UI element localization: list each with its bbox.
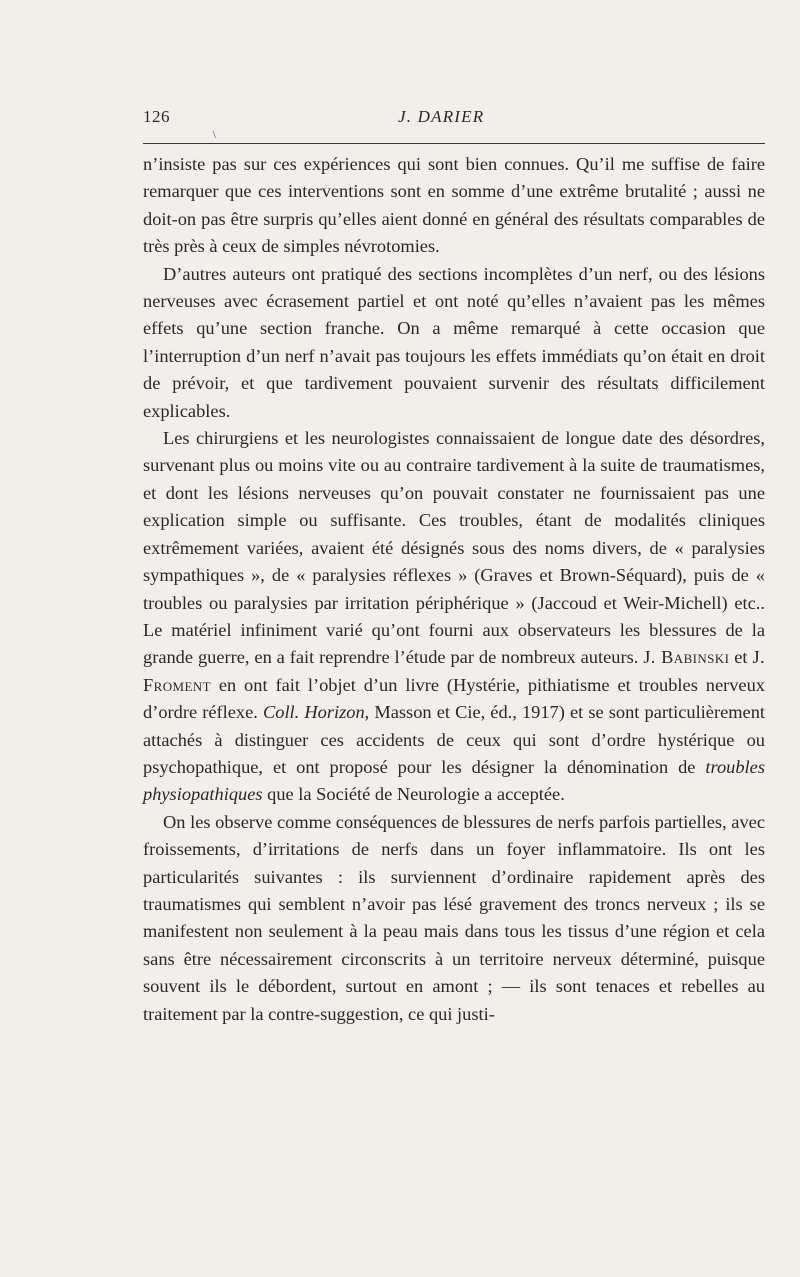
paragraph-3-text: et (734, 647, 748, 668)
paragraph-2: D’autres auteurs ont pratiqué des sections incomplètes d’un nerf, ou des lésions nerveuses avec écrasement partiel et ont noté qu’elles n’avaient pas les mêmes effets qu’une section franche. On a même remarqué à cette occasion que l’interruption d’un nerf n’avait pas toujours les effets immédiats qu’on était en droit de prévoir, et que tardivement pouvaient survenir des résultats difficilement explicables. (143, 263, 765, 421)
term-italic: troubles physiopathiques (143, 756, 765, 805)
paragraph-3-text: Masson et Cie, éd., 1917) et se sont particulièrement attachés à distinguer ces accidents de ceux qui sont d’ordre hystérique ou psychopathique, et ont proposé pour les désigner la dénomination de (143, 702, 766, 777)
paragraph-3-text: Les chirurgiens et les neurologistes connaissaient de longue date des désordres, survenant plus ou moins vite ou au contraire tardivement à la suite de traumatismes, et dont les lésions nerveuses qu’on pouvait constater ne fournissaient pas une explication simple ou suffisante. Ces troubles, étant de modalités cliniques extrêmement variées, avaient été désignés sous des noms divers, de « paralysies sympathiques », de « paralysies réflexes » (Graves et Brown-Séquard), puis de « troubles ou paralysies par irritation périphérique » (Jaccoud et Weir-Michell) etc.. Le matériel infiniment varié qu’ont fourni aux observateurs les blessures de la grande guerre, en a fait reprendre l’étude par de nombreux auteurs. (143, 428, 765, 668)
running-head (143, 101, 765, 131)
running-title: J. DARIER (398, 107, 485, 126)
paragraph-3 (143, 425, 765, 809)
collection-title: Coll. Horizon, (262, 702, 370, 723)
page-number: 126 (143, 107, 170, 126)
paragraph-3-text: que la Société de Neurologie a acceptée. (267, 784, 565, 805)
header-rule (143, 143, 765, 144)
paragraph-1: n’insiste pas sur ces expériences qui sont bien connues. Qu’il me suffise de faire remarquer que ces interventions sont en somme d’une extrême brutalité ; aussi ne doit-on pas être surpris qu’elles aient donné en général des résultats comparables de très près à ceux de simples névrotomies. (143, 154, 765, 257)
paragraph-3-text: en ont fait l’objet d’un livre (Hystérie, pithiatisme et troubles nerveux d’ordre réflexe. (143, 674, 765, 723)
paragraph-4: On les observe comme conséquences de blessures de nerfs parfois partielles, avec froissements, d’irritations de nerfs dans un foyer inflammatoire. Ils ont les particularités suivantes : ils surviennent d’ordinaire rapidement après des traumatismes qui semblent n’avoir pas lésé gravement des troncs nerveux ; ils se manifestent non seulement à la peau mais dans tous les tissus d’une région et cela sans être nécessairement circonscrits à un territoire nerveux déterminé, puisque souvent ils le débordent, surtout en amont ; — ils sont tenaces et rebelles au traitement par la contre-suggestion, ce qui justi- (143, 811, 765, 1024)
author-name: J. Froment (143, 647, 765, 695)
body-text (143, 151, 765, 1028)
printer-mark: \ (213, 130, 216, 141)
author-name: J. Babinski (643, 647, 730, 668)
